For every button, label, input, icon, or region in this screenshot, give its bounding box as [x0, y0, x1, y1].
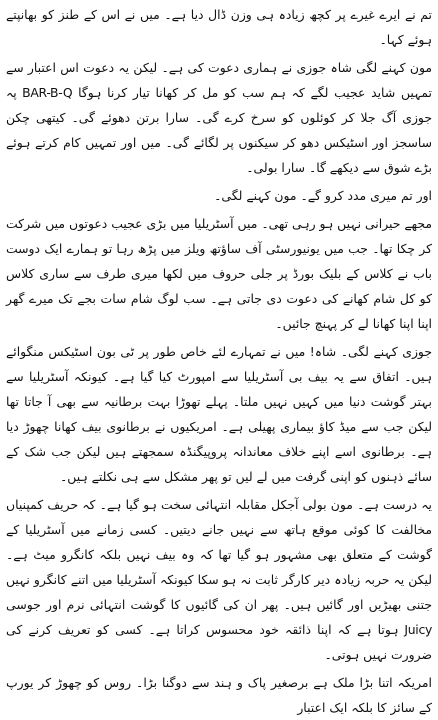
paragraph-1: تم نے ایرے غیرے پر کچھ زیادہ ہی وزن ڈال دیا ہے۔ میں نے اس کے طنز کو بھانپتے ہوئے کہا۔ [6, 7, 432, 47]
paragraph-4: مجھے حیرانی نہیں ہو رہی تھی۔ میں آسٹریلیا میں بڑی عجیب دعوتوں میں شرکت کر چکا تھا۔ جب میں یونیورسٹی آف ساؤتھ ویلز میں پڑھ رہا تو ہمارے ایک دوست باب نے کلاس کے بلیک بورڈ پر جلی حروف میں لکھا میری طرف سے ساری کلاس کو کل شام کھانے کی دعوت دی جاتی ہے۔ سب لوگ شام سات بجے تک میرے گھر اپنا اپنا کھانا لے کر پہنچ جائیں۔ [6, 216, 432, 331]
paragraph-6: یہ درست ہے۔ مون بولی آجکل مقابلہ انتہائی سخت ہو گیا ہے۔ کہ حریف کمپنیاں مخالفت کا کوئی موقع ہاتھ سے نہیں جانے دیتیں۔ کسی زمانے میں آسٹریلیا کے گوشت کے متعلق بھی مشہور ہو گیا تھا کہ وہ بیف نہیں بلکہ کانگرو میٹ ہے۔ لیکن یہ حربہ زیادہ دیر کارگر ثابت نہ ہو سکا کیونکہ آسٹریلیا میں اتنے کانگرو نہیں جتنی بھیڑیں اور گائیں ہیں۔ پھر ان کی گائیوں کا گوشت انتہائی نرم اور جوسی Juicy ہوتا ہے کہ اپنا ذائقہ خود محسوس کراتا ہے۔ کسی کو تعریف کرنے کی ضرورت نہیں ہوتی۔ [6, 497, 432, 662]
paragraph-3: اور تم میری مدد کرو گے۔ مون کہنے لگی۔ [214, 188, 432, 203]
paragraph-5: جوزی کہنے لگی۔ شاہ! میں نے تمہارے لئے خاص طور پر ٹی بون اسٹیکس منگوائے ہیں۔ اتفاق سے یہ بیف بی آسٹریلیا سے امپورٹ کیا گیا ہے۔ کیونکہ آسٹریلیا سے بہتر گوشت دنیا میں کہیں نہیں ملتا۔ پہلے تھوڑا بہت برطانیہ سے بھی آ جاتا تھا لیکن جب سے میڈ کاؤ بیماری پھیلی ہے۔ امریکیوں نے برطانوی بیف کھانا چھوڑ دیا ہے۔ برطانوی اسے اپنے خلاف معاندانہ پروپیگنڈہ سمجھتے ہیں لیکن جب شک کے سائے ذہنوں کو اپنی گرفت میں لے لیں تو پھر مشکل سے ہی نکلتے ہیں۔ [6, 344, 432, 484]
paragraph-7: امریکہ اتنا بڑا ملک ہے برصغیر پاک و ہند سے دوگنا بڑا۔ روس کو چھوڑ کر یورپ کے سائز کا بلکہ ایک اعتبار [6, 675, 432, 715]
paragraph-2: مون کہنے لگی شاہ جوزی نے ہماری دعوت کی ہے۔ لیکن یہ دعوت اس اعتبار سے تمہیں شاید عجیب لگے کہ ہم سب کو مل کر کھانا تیار کرنا ہوگا BAR-B-Q پہ جوزی آگ جلا کر کوئلوں کو سرخ کرے گی۔ سارا برتن دھوئے گی۔ کیتھی چکن ساسجز اور اسٹیکس دھو کر سیکنوں پر لگائے گی۔ میں اور تمہیں کام کرتے ہوئے بڑے شوق سے دیکھے گا۔ سارا بولی۔ [6, 60, 432, 175]
